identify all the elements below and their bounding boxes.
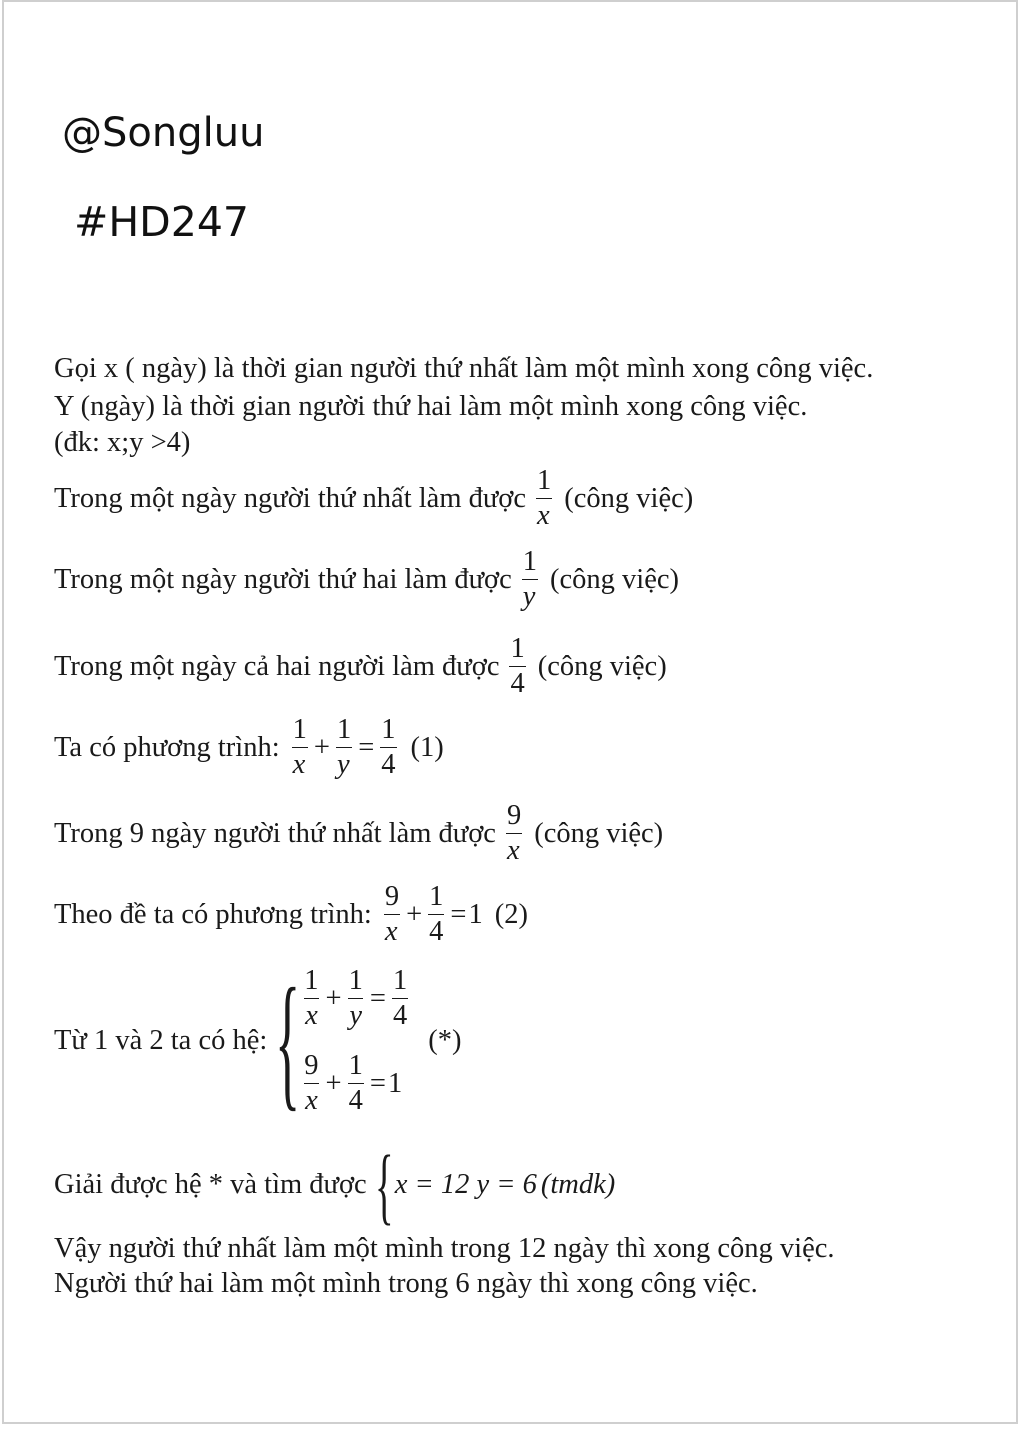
fraction-1-over-4 — [348, 1049, 364, 1118]
intro-line-2: Y (ngày) là thời gian người thứ hai làm một mình xong công việc. — [54, 391, 808, 422]
fraction-9-over-x — [506, 799, 522, 868]
rhs-value: 1 — [387, 1067, 403, 1099]
unit-text: (công việc) — [550, 563, 680, 595]
fraction-9-over-x — [384, 880, 400, 949]
fraction-1-over-x — [536, 464, 552, 533]
equals-sign: = — [358, 731, 375, 763]
denominator: x — [536, 498, 552, 533]
system-lead: Từ 1 và 2 ta có hệ: — [54, 1025, 268, 1056]
plus-sign: + — [325, 982, 342, 1014]
nine-days-text: Trong 9 ngày người thứ nhất làm được — [54, 817, 496, 849]
conclusion-line-2: Người thứ hai làm một mình trong 6 ngày thì xong công việc. — [54, 1268, 758, 1299]
left-brace: { — [275, 958, 301, 1124]
solution-note: (tmdk) — [540, 1169, 616, 1200]
denominator: x — [506, 833, 522, 868]
rate-second-text: Trong một ngày người thứ hai làm được — [54, 563, 512, 595]
rate-first-text: Trong một ngày người thứ nhất làm được — [54, 482, 527, 514]
left-brace: { — [374, 1137, 394, 1233]
denominator: x — [292, 747, 308, 782]
solution-x: x = 12 — [394, 1169, 470, 1200]
rate-both-text: Trong một ngày cả hai người làm được — [54, 650, 500, 682]
equation-2-line — [54, 880, 528, 949]
system-equation-2 — [299, 1049, 412, 1118]
conclusion-line-1: Vậy người thứ nhất làm một mình trong 12 ngày thì xong công việc. — [54, 1233, 835, 1264]
rate-both-line — [54, 632, 667, 701]
denominator: x — [305, 1085, 318, 1116]
denominator: 4 — [348, 1085, 363, 1116]
numerator: 1 — [429, 881, 444, 912]
fraction-1-over-y — [522, 545, 538, 614]
denominator: y — [522, 579, 538, 614]
nine-days-line — [54, 799, 663, 868]
numerator: 1 — [348, 965, 363, 996]
equals-sign: = — [450, 898, 467, 930]
fraction-1-over-4 — [428, 880, 444, 949]
numerator: 1 — [510, 633, 525, 664]
denominator: y — [336, 747, 352, 782]
fraction-1-over-y — [348, 964, 364, 1033]
unit-text: (công việc) — [537, 650, 667, 682]
denominator: y — [349, 1000, 363, 1031]
equation-label: (2) — [494, 898, 528, 930]
equation-1-lead: Ta có phương trình: — [54, 731, 280, 763]
plus-sign: + — [313, 731, 330, 763]
denominator: 4 — [510, 668, 525, 699]
unit-text: (công việc) — [564, 482, 694, 514]
numerator: 1 — [537, 465, 552, 496]
fraction-1-over-4 — [509, 632, 525, 701]
numerator: 1 — [392, 965, 408, 996]
unit-text: (công việc) — [534, 817, 664, 849]
solution-y: y = 6 — [476, 1169, 537, 1200]
fraction-1-over-y — [336, 713, 352, 782]
equation-1-line — [54, 713, 444, 782]
numerator: 1 — [292, 714, 307, 745]
rate-second-line — [54, 545, 679, 614]
numerator: 9 — [506, 800, 522, 831]
fraction-1-over-x — [292, 713, 308, 782]
solution-line — [54, 1137, 616, 1233]
solution-system — [395, 1163, 537, 1207]
equals-sign: = — [369, 982, 386, 1014]
author-handle: @Songluu — [62, 110, 265, 156]
numerator: 1 — [381, 714, 396, 745]
hashtag: #HD247 — [74, 198, 250, 246]
solution-lead: Giải được hệ * và tìm được — [54, 1169, 367, 1200]
rhs-value: 1 — [468, 898, 483, 930]
intro-line-1: Gọi x ( ngày) là thời gian người thứ nhất làm một mình xong công việc. — [54, 353, 874, 384]
denominator: x — [305, 1000, 318, 1031]
numerator: 1 — [348, 1050, 363, 1081]
plus-sign: + — [325, 1067, 342, 1099]
denominator: x — [384, 914, 400, 949]
fraction-1-over-x — [303, 964, 319, 1033]
fraction-1-over-4 — [392, 964, 408, 1033]
numerator: 1 — [304, 965, 319, 996]
numerator: 1 — [522, 546, 538, 577]
plus-sign: + — [406, 898, 423, 930]
fraction-1-over-4 — [380, 713, 396, 782]
fraction-9-over-x — [303, 1049, 319, 1118]
condition-line: (đk: x;y >4) — [54, 427, 191, 458]
numerator: 1 — [336, 714, 352, 745]
equation-2-lead: Theo đề ta có phương trình: — [54, 898, 372, 930]
denominator: 4 — [392, 1000, 408, 1031]
numerator: 9 — [304, 1050, 319, 1081]
denominator: 4 — [429, 916, 444, 947]
equation-system — [299, 964, 412, 1118]
rate-first-line — [54, 464, 693, 533]
equation-label: (1) — [410, 731, 444, 763]
system-line — [54, 958, 462, 1124]
system-label: (*) — [428, 1025, 462, 1056]
system-equation-1 — [299, 964, 412, 1033]
document-page — [2, 0, 1018, 1424]
numerator: 9 — [384, 881, 400, 912]
equals-sign: = — [369, 1067, 386, 1099]
denominator: 4 — [381, 749, 396, 780]
